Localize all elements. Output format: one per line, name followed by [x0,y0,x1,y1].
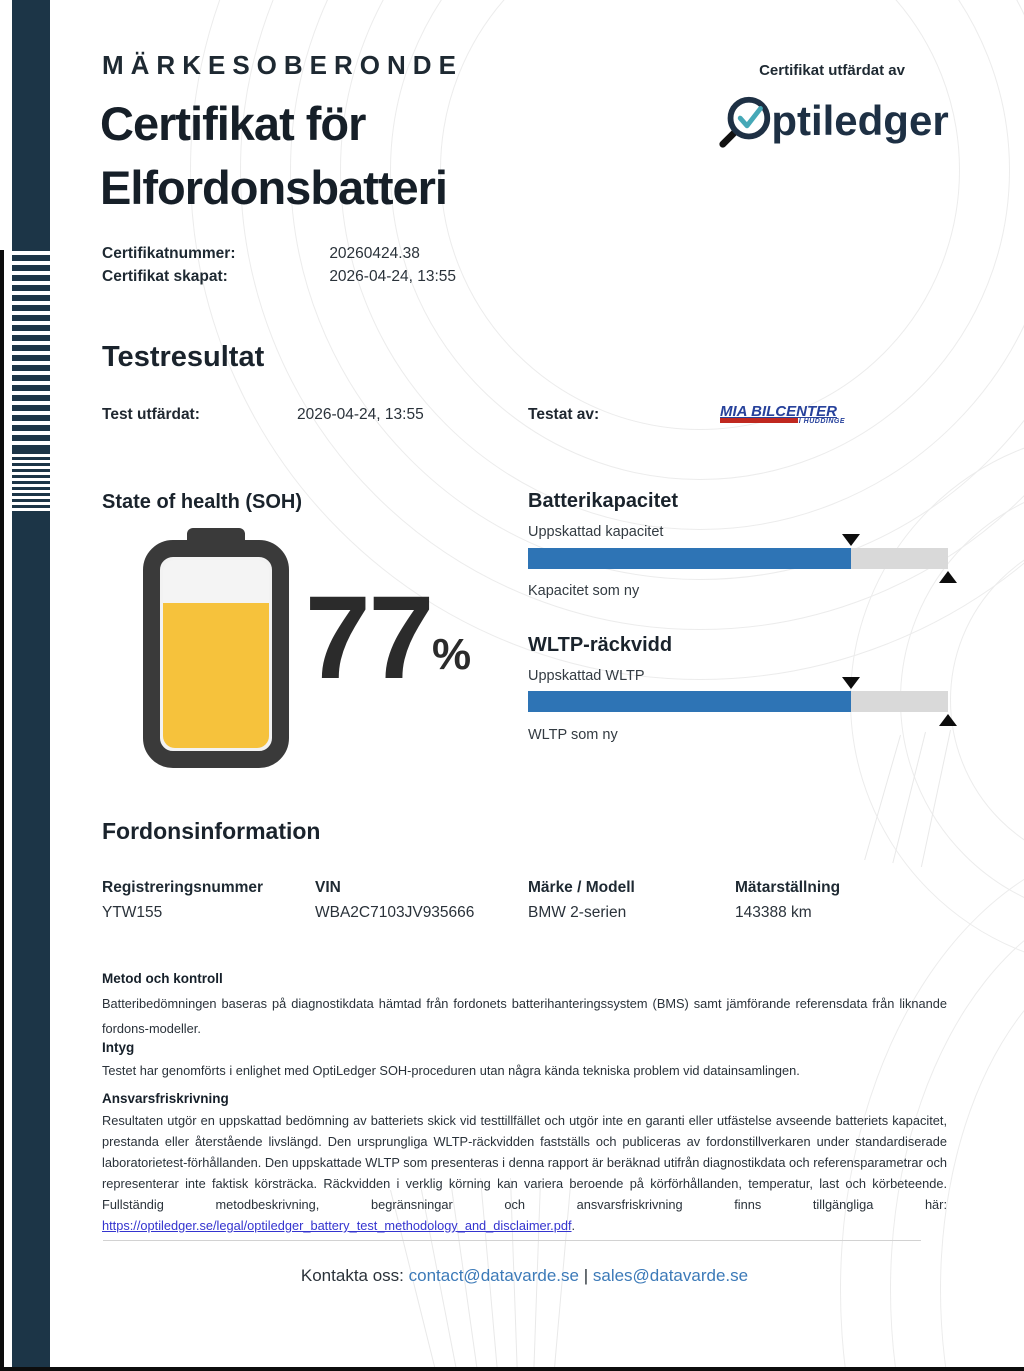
disclaimer-body [102,1110,947,1236]
page-edge-left [0,250,4,1371]
battery-icon [143,528,289,768]
vehicle-field-value: BMW 2-serien [528,904,627,921]
certificate-number-row [102,245,420,263]
sidebar-stripes [10,245,52,451]
method-body: Batteribedömningen baseras på diagnostikdata hämtad från fordonets batterihanteringssystem (BMS) samt jämförande referensdata från liknande fordons-modeller. [102,996,947,1036]
wltp-heading: WLTP-räckvidd [528,634,673,656]
test-issued-label: Test utfärdat: [102,406,200,423]
issued-by-label: Certifikat utfärdat av [759,62,905,79]
certificate-created-label: Certifikat skapat: [102,268,228,285]
tester-logo-sub: I HUDDINGE [798,418,845,425]
page-edge-bottom [0,1367,1024,1371]
wltp-estimated-label: Uppskattad WLTP [528,668,645,684]
test-results-heading: Testresultat [102,341,265,373]
wltp-estimated-marker [842,677,860,689]
tester-logo-name: MIA BILCENTER [720,403,837,420]
brand-wordmark: ptiledger [771,97,949,144]
vehicle-field-make-model [528,879,635,922]
soh-heading: State of health (SOH) [102,491,303,513]
disclaimer-text: Resultaten utgör en uppskattad bedömning av batteriets skick vid testtillfället och utgör inte en garanti eller utfästelse avseende batteriets kapacitet, prestanda eller återstående livslängd. Den ursprungliga WLTP-räckvidden fastställs och publiceras av fordonstillverkaren under standardiserade laboratorietest-förhållanden. Den uppskattade WLTP som presenteras i denna rapport är beräknad utifrån diagnostikdata och referensparametrar och representerar inte faktisk körsträcka. Räckvidden i verklig körning kan variera beroende på körförhållanden, temperatur, last och körbeteende. Fullständig metodbeskrivning, begränsningar och ansvarsfriskrivning finns tillgängliga här: [102,1113,947,1212]
page-title [100,92,447,221]
sidebar-stripes-dense [10,451,52,513]
certification-heading: Intyg [102,1040,135,1055]
vehicle-field-value: YTW155 [102,904,163,921]
vehicle-field-value: 143388 km [735,904,812,921]
wltp-as-new-label: WLTP som ny [528,727,618,743]
sidebar-decoration-bar [12,0,50,1371]
disclaimer-text-end: . [571,1218,576,1233]
capacity-as-new-label: Kapacitet som ny [528,583,640,599]
certificate-number-label: Certifikatnummer: [102,245,236,262]
contact-email-link[interactable]: contact@datavarde.se [408,1266,579,1285]
battery-inner [163,560,269,748]
magnifier-check-icon [717,92,775,150]
wltp-bar-fill [528,691,851,712]
soh-percentage-unit: % [432,630,472,679]
vehicle-field-label: Mätarställning [735,879,841,896]
footer-divider [103,1240,921,1241]
certificate-created-value: 2026-04-24, 13:55 [329,268,456,285]
vehicle-field-label: VIN [315,879,341,896]
footer-contact [102,1266,947,1286]
vehicle-field-label: Märke / Modell [528,879,635,896]
optiledger-logo [708,92,958,150]
vehicle-field-vin [315,879,474,922]
contact-label: Kontakta oss: [300,1266,409,1285]
wltp-as-new-marker [939,714,957,726]
test-issued-value: 2026-04-24, 13:55 [297,406,424,423]
vehicle-field-regnr [102,879,263,922]
vehicle-field-odometer [735,879,840,922]
certificate-created-row [102,268,456,286]
method-heading: Metod och kontroll [102,971,223,986]
page-title-line2: Elfordonsbatteri [100,161,447,215]
eyebrow-text: MÄRKESOBERONDE [102,50,463,80]
capacity-bar-fill [528,548,851,569]
capacity-heading: Batterikapacitet [528,490,679,512]
vehicle-field-value: WBA2C7103JV935666 [315,904,475,921]
capacity-as-new-marker [939,571,957,583]
tested-by-label: Testat av: [528,406,600,423]
tester-logo [720,403,845,425]
battery-body [143,540,289,768]
vehicle-info-heading: Fordonsinformation [102,818,321,844]
wltp-bar [528,691,948,712]
email-separator: | [578,1266,593,1285]
vehicle-field-label: Registreringsnummer [102,879,264,896]
battery-fill [163,603,269,748]
capacity-bar [528,548,948,569]
disclaimer-heading: Ansvarsfriskrivning [102,1091,229,1106]
certification-body: Testet har genomförts i enlighet med OptiLedger SOH-proceduren utan några kända tekniska problem vid datainsamlingen. [102,1063,800,1078]
sales-email-link[interactable]: sales@datavarde.se [592,1266,749,1285]
certificate-number-value: 20260424.38 [329,245,420,262]
disclaimer-pdf-link[interactable]: https://optiledger.se/legal/optiledger_battery_test_methodology_and_disclaimer.pdf [102,1218,572,1233]
capacity-estimated-marker [842,534,860,546]
soh-percentage-value: 77 [305,572,433,704]
page-title-line1: Certifikat för [100,97,366,150]
capacity-estimated-label: Uppskattad kapacitet [528,524,664,540]
